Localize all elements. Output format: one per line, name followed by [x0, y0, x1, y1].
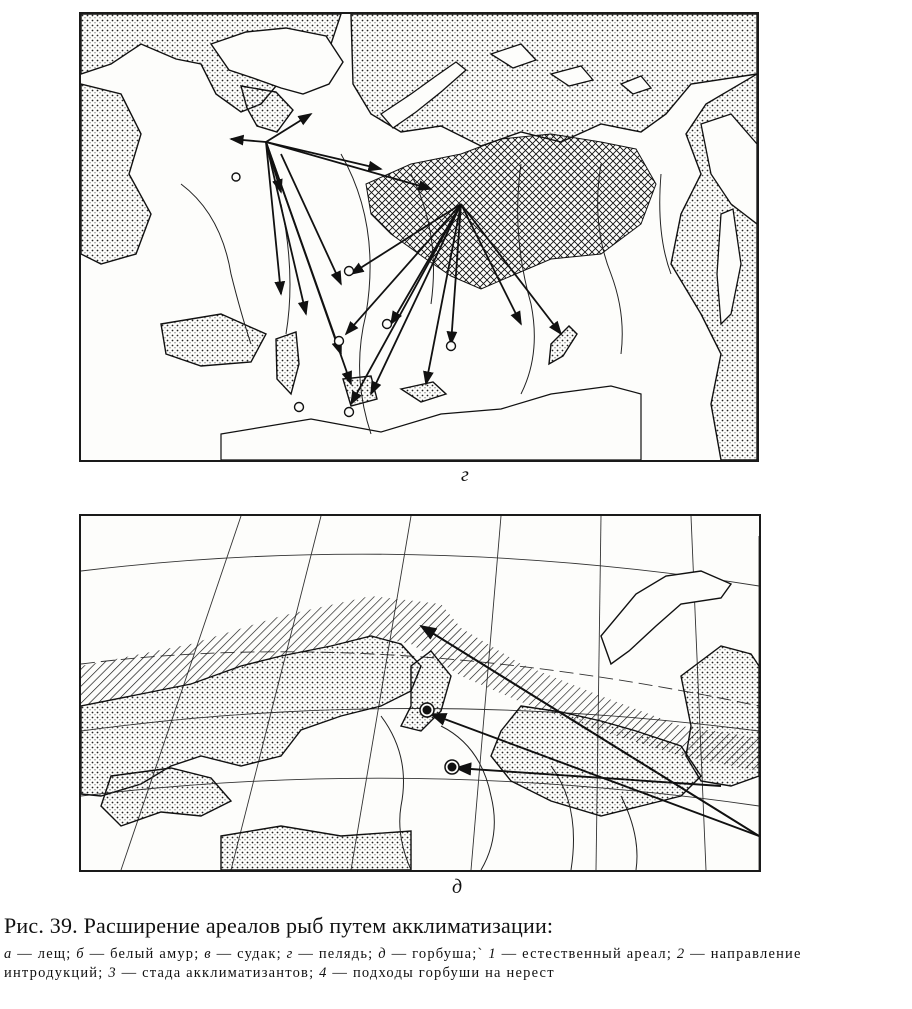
stock-marker [383, 320, 392, 329]
novaya-zemlya [601, 571, 731, 664]
figure-caption-legend [4, 945, 896, 983]
white-sea [241, 86, 293, 132]
legend-key: 1 [488, 946, 497, 962]
spawning-marker [423, 706, 432, 715]
legend-text: — лещ; [12, 946, 77, 962]
natural-range-peled [366, 134, 656, 289]
baltic-sea [81, 84, 151, 264]
legend-text: — подходы горбуши на нерест [327, 965, 555, 981]
legend-key: г [286, 946, 294, 962]
legend-text: — стада акклиматизантов; [116, 965, 320, 981]
legend-text: — пелядь; [293, 946, 379, 962]
stock-marker [232, 173, 240, 181]
legend-key: 4 [319, 965, 328, 981]
stock-marker [345, 408, 354, 417]
map-panel-d [79, 514, 761, 872]
baikal-lake [549, 326, 577, 364]
stock-marker [345, 267, 354, 276]
stock-marker [295, 403, 304, 412]
black-sea [161, 314, 266, 366]
baltic-area [101, 768, 231, 826]
map-d-canvas [81, 516, 759, 870]
legend-key: д [378, 946, 387, 962]
legend-key: а [4, 946, 13, 962]
figure-caption-title: Рис. 39. Расширение ареалов рыб путем акклиматизации: [4, 913, 554, 938]
map-panel-g [79, 12, 759, 462]
panel-letter-d: д [452, 876, 463, 898]
spawning-marker [448, 763, 457, 772]
legend-text: — естественный ареал; [496, 946, 677, 962]
panel-letter-g: г [461, 464, 469, 486]
legend-key: 3 [108, 965, 117, 981]
stock-marker [447, 342, 456, 351]
legend-key: б [76, 946, 85, 962]
caspian-sea [276, 332, 299, 394]
legend-text: — белый амур; [84, 946, 205, 962]
legend-key: в [204, 946, 212, 962]
south-land [221, 826, 411, 870]
spawning-run-markers [420, 703, 459, 774]
legend-text: — горбуша;` [386, 946, 489, 962]
legend-key: 2 [676, 946, 686, 962]
legend-text: — направление интродукций; [4, 946, 802, 981]
stock-marker [335, 337, 344, 346]
map-g-canvas [81, 14, 757, 460]
balkhash-lake [401, 382, 446, 402]
legend-text: — судак; [211, 946, 287, 962]
